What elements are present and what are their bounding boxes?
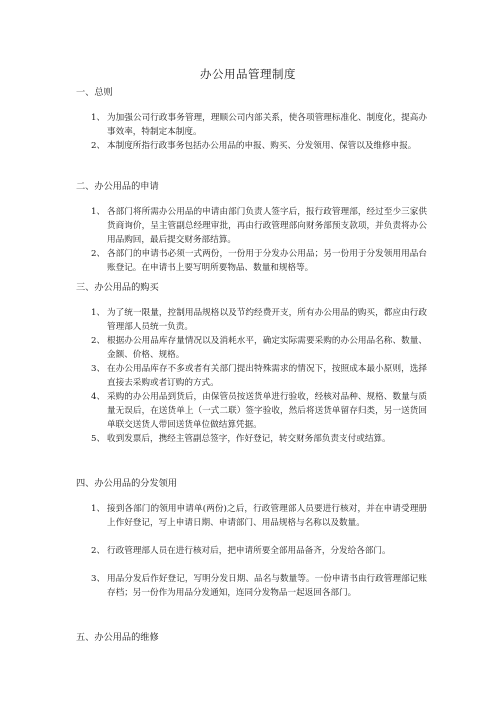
section-heading-distribution: 四、办公用品的分发领用 bbox=[76, 478, 178, 489]
item-text: 根据办公用品库存量情况以及消耗水平，确定实际需要采购的办公用品名称、数量、金额、价格、规格。 bbox=[107, 336, 427, 361]
item-number: 3、 bbox=[91, 364, 106, 374]
list-item bbox=[91, 334, 427, 362]
item-number: 2、 bbox=[91, 336, 106, 346]
list-item bbox=[91, 432, 427, 446]
item-number: 2、 bbox=[91, 546, 106, 556]
section-heading-purchase: 三、办公用品的购买 bbox=[76, 282, 159, 293]
list-item bbox=[91, 572, 427, 600]
list-item bbox=[91, 205, 427, 248]
document-title: 办公用品管理制度 bbox=[200, 67, 296, 81]
item-number: 1、 bbox=[91, 308, 106, 318]
item-text: 本制度所指行政事务包括办公用品的申报、购买、分发领用、保管以及维修申报。 bbox=[107, 141, 417, 151]
list-item bbox=[91, 306, 427, 334]
item-number: 1、 bbox=[91, 207, 106, 217]
item-number: 1、 bbox=[91, 113, 106, 123]
item-text: 行政管理部人员在进行核对后，把申请所要全部用品备齐，分发给各部门。 bbox=[107, 546, 391, 556]
list-item bbox=[91, 111, 427, 139]
item-text: 为加强公司行政事务管理，理顺公司内部关系，使各项管理标准化、制度化，提高办事效率，特制定本制度。 bbox=[107, 113, 427, 138]
item-number: 2、 bbox=[91, 249, 106, 259]
item-number: 1、 bbox=[91, 504, 106, 514]
item-text: 接到各部门的领用申请单(两份)之后，行政管理部人员要进行核对，并在申请受理册上作好登记，写上申请日期、申请部门、用品规格与名称以及数量。 bbox=[107, 504, 427, 529]
item-number: 5、 bbox=[91, 434, 106, 444]
item-number: 2、 bbox=[91, 141, 106, 151]
item-text: 各部门将所需办公用品的申请由部门负责人签字后，报行政管理部，经过至少三家供货商询价，呈主管副总经理审批，再由行政管理部向财务部预支款项，并负责将办公用品购回，最后提交财务部结算。 bbox=[107, 207, 427, 246]
list-item bbox=[91, 139, 427, 153]
item-number: 4、 bbox=[91, 392, 106, 402]
list-item bbox=[91, 502, 427, 530]
list-item bbox=[91, 390, 427, 433]
list-item bbox=[91, 362, 427, 390]
section-heading-general: 一、总则 bbox=[76, 87, 113, 98]
item-text: 收到发票后，携经主管副总签字，作好登记，转交财务部负责支付或结算。 bbox=[107, 434, 391, 444]
list-item bbox=[91, 247, 427, 275]
section-heading-maintenance: 五、办公用品的维修 bbox=[76, 632, 159, 643]
section-heading-application: 二、办公用品的申请 bbox=[76, 181, 159, 192]
item-text: 用品分发后作好登记，写明分发日期、品名与数量等。一份申请书由行政管理部记账存档；另一份作为用品分发通知，连同分发物品一起返回各部门。 bbox=[107, 574, 427, 599]
item-text: 在办公用品库存不多或者有关部门提出特殊需求的情况下，按照成本最小原则，选择直接去采购或者订购的方式。 bbox=[107, 364, 427, 389]
item-text: 为了统一限量，控制用品规格以及节约经费开支，所有办公用品的购买，都应由行政管理部人员统一负责。 bbox=[107, 308, 427, 333]
item-text: 各部门的申请书必须一式两份，一份用于分发办公用品；另一份用于分发领用用品台账登记。在申请书上要写明所要物品、数量和规格等。 bbox=[107, 249, 427, 274]
item-text: 采购的办公用品到货后，由保管员按送货单进行验收，经核对品种、规格、数量与质量无误后，在送货单上（一式二联）签字验收，然后将送货单留存归类，另一送货回单联交送货人带回送货单位做结算凭据。 bbox=[107, 392, 427, 431]
list-item bbox=[91, 544, 427, 558]
item-number: 3、 bbox=[91, 574, 106, 584]
